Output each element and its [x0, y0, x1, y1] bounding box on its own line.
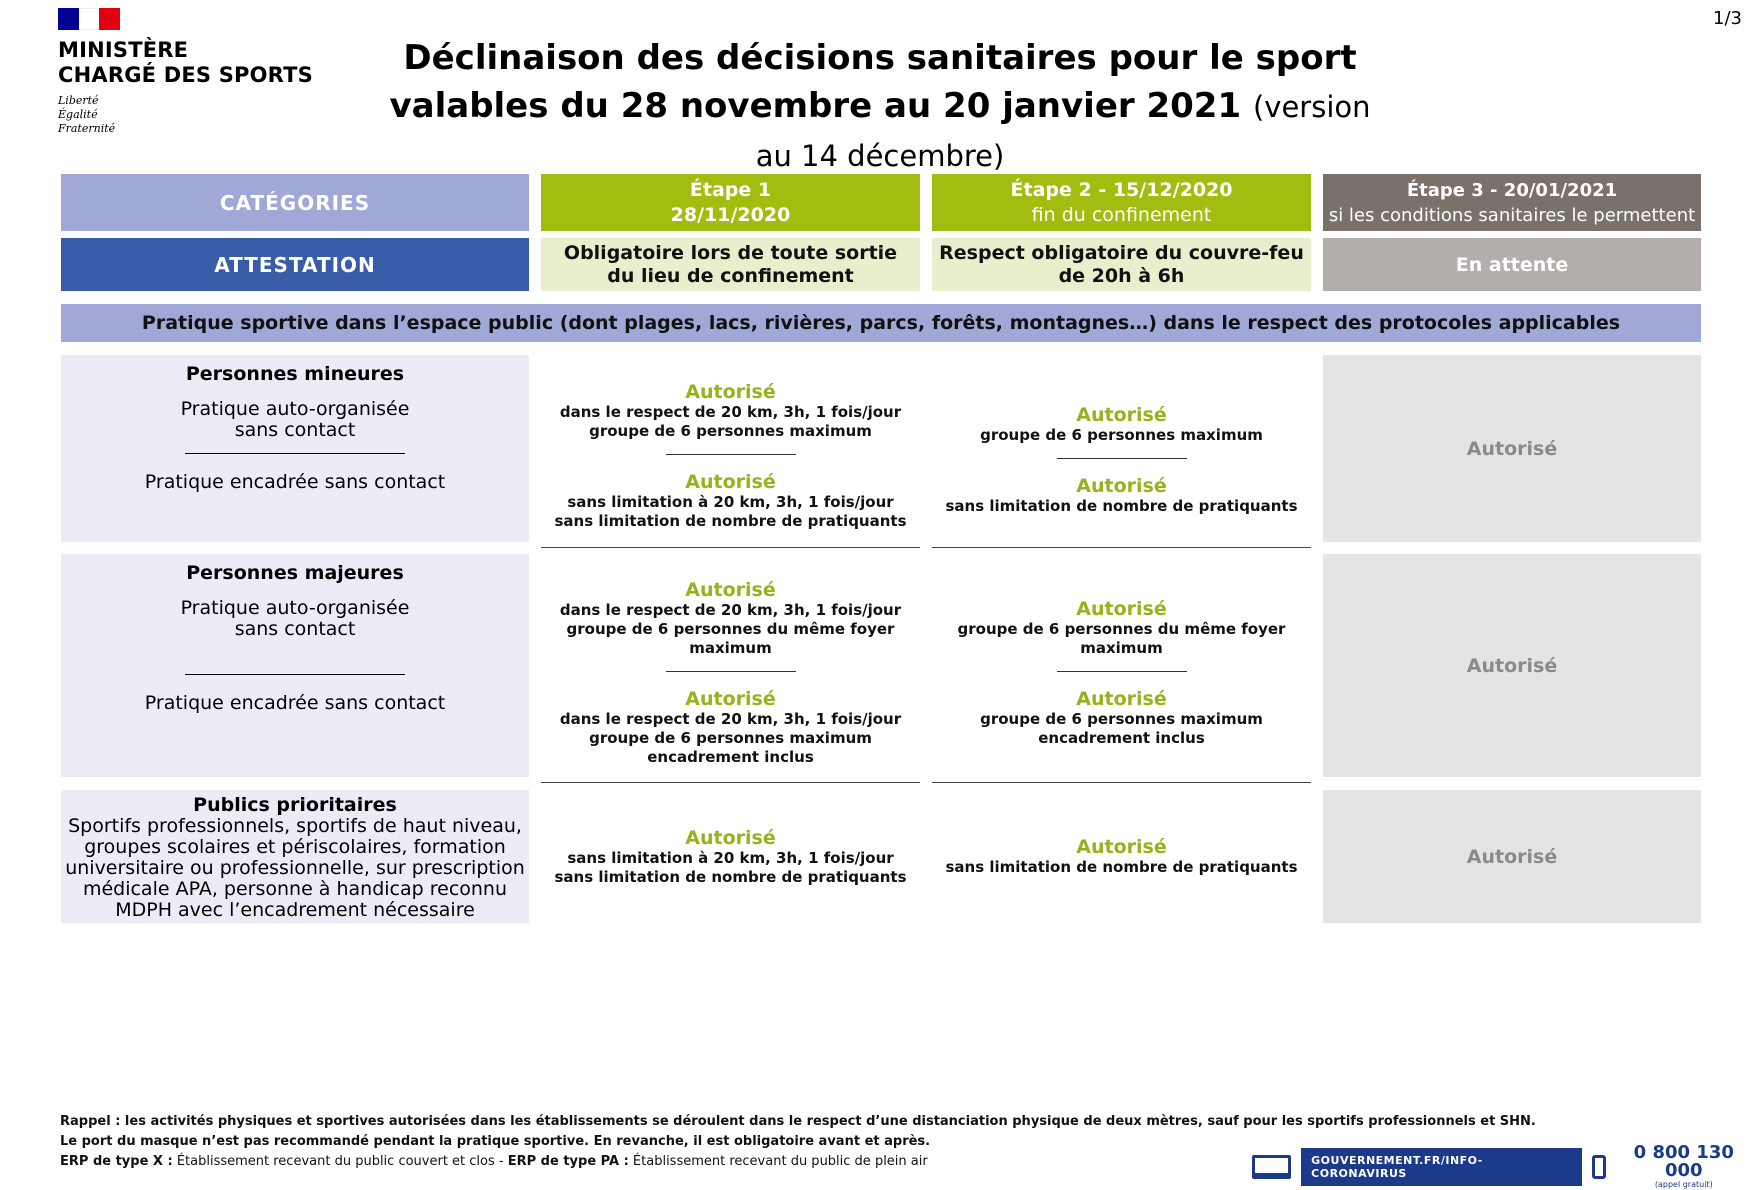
majeurs-e1a-status: Autorisé: [685, 579, 776, 601]
mineurs-e2b-line1: sans limitation de nombre de pratiquants: [945, 497, 1298, 515]
french-flag-icon: [58, 8, 120, 30]
etape3-subtitle: si les conditions sanitaires le permettent: [1328, 204, 1696, 226]
banner-text: Pratique sportive dans l’espace public (dont plages, lacs, rivières, parcs, forêts, montagnes…) dans le respect des protocoles applicables: [141, 312, 1621, 334]
majeurs-item1-line2: sans contact: [234, 618, 356, 640]
prioritaires-e2-status: Autorisé: [1076, 836, 1167, 858]
category-majeurs: [61, 554, 529, 777]
prioritaires-etape3: [1323, 790, 1701, 923]
prioritaires-desc-line3: universitaire ou professionnelle, sur prescription: [65, 857, 525, 879]
prioritaires-e2-line1: sans limitation de nombre de pratiquants: [945, 858, 1298, 876]
mineurs-etape3: [1323, 355, 1701, 542]
prioritaires-e1-line1: sans limitation à 20 km, 3h, 1 fois/jour: [567, 848, 894, 867]
mineurs-e1a-line1: dans le respect de 20 km, 3h, 1 fois/jour: [559, 403, 902, 421]
majeurs-e1a-line3: maximum: [689, 639, 772, 657]
etape3-attestation: [1323, 238, 1701, 291]
erp-x-text: Établissement recevant du public couvert et clos -: [172, 1154, 508, 1169]
mineurs-item1-line2: sans contact: [234, 419, 356, 441]
etape1-title: Étape 1: [689, 178, 772, 201]
page-title: [380, 34, 1380, 180]
majeurs-e2b-line1: groupe de 6 personnes maximum: [980, 710, 1263, 728]
mineurs-e2a-status: Autorisé: [1076, 404, 1167, 426]
mineurs-item1-line1: Pratique auto-organisée: [180, 398, 410, 420]
majeurs-title: Personnes majeures: [186, 562, 404, 584]
majeurs-separator: [185, 674, 405, 675]
majeurs-etape1: [541, 554, 920, 783]
prioritaires-desc-line2: groupes scolaires et périscolaires, formation: [84, 836, 506, 858]
etape2-attestation-line1: Respect obligatoire du couvre-feu: [939, 241, 1304, 264]
rappel-label: Rappel :: [60, 1114, 121, 1129]
prioritaires-desc-line1: Sportifs professionnels, sportifs de haut niveau,: [68, 815, 522, 837]
etape1-date: 28/11/2020: [670, 203, 791, 226]
majeurs-e2a-line1: groupe de 6 personnes du même foyer: [957, 620, 1286, 638]
category-prioritaires: [61, 790, 529, 923]
majeurs-e2-separator: [1057, 671, 1187, 672]
mineurs-item2: Pratique encadrée sans contact: [144, 471, 446, 493]
etape2-title: Étape 2 - 15/12/2020: [1010, 178, 1233, 201]
title-version: (version au 14 décembre): [755, 90, 1371, 173]
etape3-attestation-label: En attente: [1455, 253, 1569, 276]
prioritaires-e1-status: Autorisé: [685, 826, 776, 849]
title-line2: valables du 28 novembre au 20 janvier 2021: [389, 86, 1242, 126]
contact-block: [1252, 1144, 1754, 1190]
mineurs-etape2: [932, 355, 1311, 548]
etape2-attestation: [932, 238, 1311, 291]
ministry-line2: CHARGÉ DES SPORTS: [58, 63, 313, 87]
header-etape2: [932, 174, 1311, 231]
mineurs-e1b-line1: sans limitation à 20 km, 3h, 1 fois/jour: [567, 493, 894, 511]
mineurs-e3-status: Autorisé: [1466, 437, 1558, 460]
header-etape3: [1323, 174, 1701, 231]
majeurs-item2: Pratique encadrée sans contact: [144, 692, 446, 714]
erp-x-label: ERP de type X :: [60, 1154, 173, 1169]
title-line1: Déclinaison des décisions sanitaires pour le sport: [403, 38, 1357, 78]
majeurs-e2a-status: Autorisé: [1076, 598, 1167, 620]
majeurs-etape3: [1323, 554, 1701, 777]
prioritaires-etape2: [932, 790, 1311, 923]
majeurs-e1-separator: [666, 671, 796, 672]
header-categories-label: CATÉGORIES: [219, 190, 371, 215]
ministry-name: [58, 38, 358, 88]
majeurs-etape2: [932, 554, 1311, 783]
majeurs-e2a-line2: maximum: [1080, 639, 1163, 657]
footer-rappel: [60, 1112, 1536, 1132]
majeurs-e2b-line2: encadrement inclus: [1038, 729, 1205, 747]
header-attestation: [61, 238, 529, 291]
laptop-icon: [1252, 1155, 1291, 1179]
title-line2-wrap: [380, 82, 1380, 180]
public-space-banner: [61, 304, 1701, 342]
motto-egalite: Égalité: [58, 108, 98, 121]
majeurs-e1a-line2: groupe de 6 personnes du même foyer: [566, 620, 895, 638]
mineurs-separator: [185, 453, 405, 454]
mineurs-e1-separator: [666, 454, 796, 455]
mineurs-e2a-line1: groupe de 6 personnes maximum: [980, 426, 1263, 444]
mineurs-e1a-line2: groupe de 6 personnes maximum: [589, 422, 872, 440]
prioritaires-desc-line4: médicale APA, personne à handicap reconnu: [82, 878, 508, 900]
majeurs-e1b-line1: dans le respect de 20 km, 3h, 1 fois/jour: [559, 710, 902, 728]
erp-pa-label: ERP de type PA :: [507, 1154, 629, 1169]
mineurs-e1b-status: Autorisé: [685, 471, 776, 493]
motto-fraternite: Fraternité: [58, 122, 116, 135]
header-attestation-label: ATTESTATION: [214, 252, 376, 277]
ministry-line1: MINISTÈRE: [58, 38, 189, 62]
header-etape1: [541, 174, 920, 231]
mineurs-e1b-line2: sans limitation de nombre de pratiquants: [554, 512, 907, 530]
motto-liberte: Liberté: [58, 94, 99, 107]
masque-text: Le port du masque n’est pas recommandé pendant la pratique sportive. En revanche, il est obligatoire avant et après.: [60, 1134, 931, 1149]
etape3-title: Étape 3 - 20/01/2021: [1406, 179, 1618, 201]
prioritaires-etape1: [541, 790, 920, 923]
rappel-text: les activités physiques et sportives autorisées dans les établissements se déroulent dans le respect d’une distanciation physique de deux mètres, sauf pour les sportifs professionnels et SHN.: [120, 1114, 1536, 1129]
prioritaires-desc-line5: MDPH avec l’encadrement nécessaire: [115, 899, 475, 921]
prioritaires-e3-status: Autorisé: [1466, 845, 1558, 868]
phone-number: [1614, 1144, 1754, 1190]
etape2-subtitle: fin du confinement: [1031, 203, 1212, 226]
prioritaires-e1-line2: sans limitation de nombre de pratiquants: [554, 867, 907, 886]
mineurs-e1a-status: Autorisé: [685, 381, 776, 403]
etape1-attestation-line2: du lieu de confinement: [607, 264, 854, 287]
mineurs-etape1: [541, 355, 920, 548]
majeurs-e1a-line1: dans le respect de 20 km, 3h, 1 fois/jour: [559, 601, 902, 619]
mineurs-e2-separator: [1057, 458, 1187, 459]
majeurs-e1b-status: Autorisé: [685, 688, 776, 710]
gov-website-link[interactable]: GOUVERNEMENT.FR/INFO-CORONAVIRUS: [1301, 1148, 1582, 1186]
phone-number-value: 0 800 130 000: [1633, 1142, 1734, 1181]
etape1-attestation: [541, 238, 920, 291]
mineurs-title: Personnes mineures: [185, 363, 405, 385]
majeurs-e2b-status: Autorisé: [1076, 688, 1167, 710]
motto: [58, 94, 358, 136]
page-number: 1/3: [1713, 8, 1742, 29]
majeurs-e3-status: Autorisé: [1466, 654, 1558, 677]
majeurs-item1-line1: Pratique auto-organisée: [180, 597, 410, 619]
header-categories: [61, 174, 529, 231]
phone-icon: [1592, 1155, 1606, 1179]
prioritaires-title: Publics prioritaires: [193, 794, 397, 816]
majeurs-e1b-line3: encadrement inclus: [647, 748, 814, 766]
etape1-attestation-line1: Obligatoire lors de toute sortie: [563, 241, 898, 264]
majeurs-e1b-line2: groupe de 6 personnes maximum: [589, 729, 872, 747]
mineurs-e2b-status: Autorisé: [1076, 475, 1167, 497]
etape2-attestation-line2: de 20h à 6h: [1058, 264, 1185, 287]
ministry-logo: [58, 8, 358, 136]
erp-pa-text: Établissement recevant du public de plein air: [628, 1154, 928, 1169]
category-mineurs: [61, 355, 529, 542]
phone-note: (appel gratuit): [1654, 1180, 1713, 1189]
